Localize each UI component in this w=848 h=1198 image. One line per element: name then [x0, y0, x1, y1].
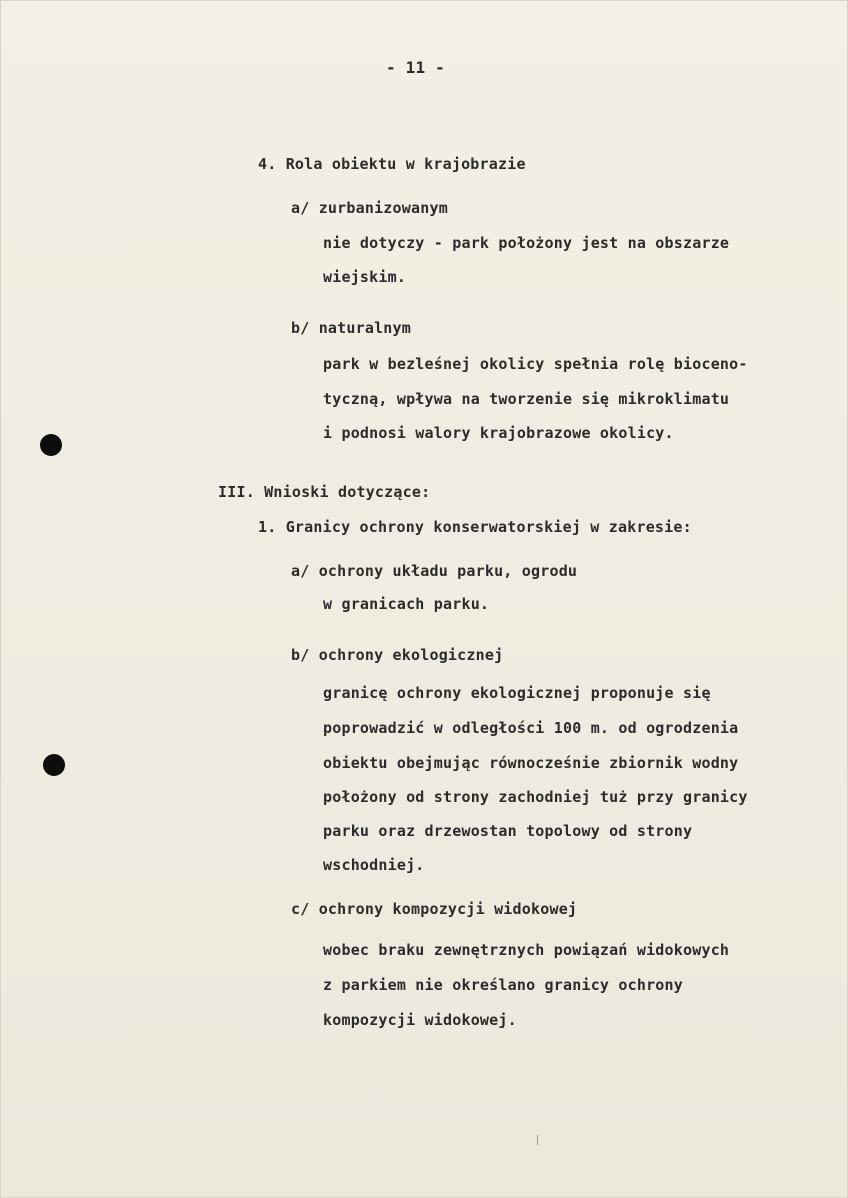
section4-b-text-line: tyczną, wpływa na tworzenie się mikroklimatu [323, 390, 730, 408]
section3-b-text-line: granicę ochrony ekologicznej proponuje się [323, 684, 711, 702]
section4-b-label: b/ naturalnym [291, 319, 411, 337]
section3-c-text-line: z parkiem nie określano granicy ochrony [323, 976, 683, 994]
section4-a-label: a/ zurbanizowanym [291, 199, 448, 217]
section4-heading: 4. Rola obiektu w krajobrazie [258, 155, 526, 173]
section3-b-text-line: położony od strony zachodniej tuż przy granicy [323, 788, 748, 806]
section3-c-text-line: kompozycji widokowej. [323, 1011, 517, 1029]
section3-b-text-line: wschodniej. [323, 856, 425, 874]
binder-hole-bottom [43, 754, 65, 776]
section4-a-text-line: nie dotyczy - park położony jest na obszarze [323, 234, 730, 252]
section3-b-text-line: parku oraz drzewostan topolowy od strony [323, 822, 693, 840]
section3-a-text: w granicach parku. [323, 595, 490, 613]
stray-mark [537, 1135, 538, 1145]
section3-b-text-line: poprowadzić w odległości 100 m. od ogrodzenia [323, 719, 739, 737]
page-number: - 11 - [386, 58, 445, 77]
binder-hole-top [40, 434, 62, 456]
section4-a-text-line: wiejskim. [323, 268, 407, 286]
section3-a-label: a/ ochrony układu parku, ogrodu [291, 562, 578, 580]
section3-item1: 1. Granicy ochrony konserwatorskiej w zakresie: [258, 518, 692, 536]
section3-c-label: c/ ochrony kompozycji widokowej [291, 900, 578, 918]
section4-b-text-line: park w bezleśnej okolicy spełnia rolę bioceno- [323, 355, 748, 373]
section3-b-text-line: obiektu obejmując równocześnie zbiornik wodny [323, 754, 739, 772]
section3-b-label: b/ ochrony ekologicznej [291, 646, 504, 664]
section3-c-text-line: wobec braku zewnętrznych powiązań widokowych [323, 941, 730, 959]
section3-heading: III. Wnioski dotyczące: [218, 483, 431, 501]
section4-b-text-line: i podnosi walory krajobrazowe okolicy. [323, 424, 674, 442]
